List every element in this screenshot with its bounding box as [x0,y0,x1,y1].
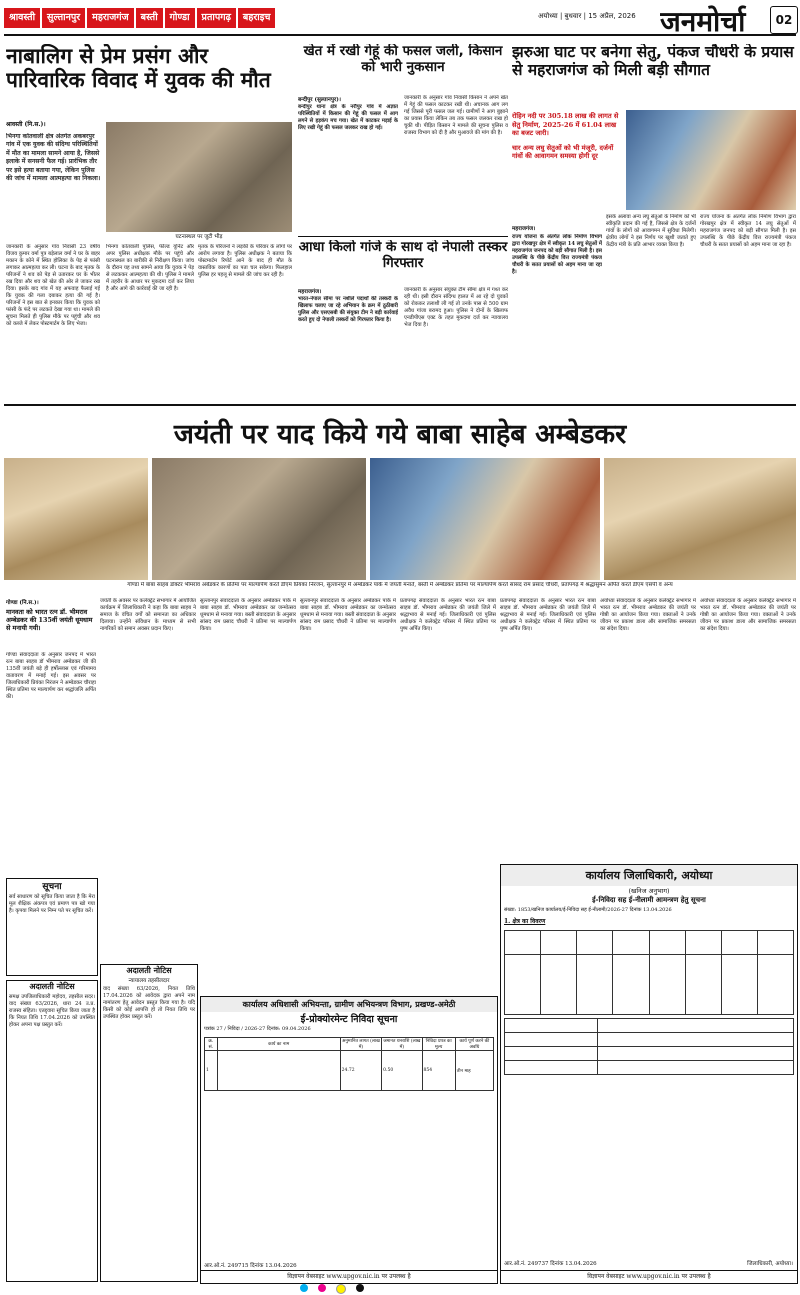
tender2-section: 1. क्षेत्र का विवरण [504,918,546,925]
story3-body-col2: जानकारी के अनुसार संयुक्त टीम सीमा क्षेत्र में गश्त कर रही थी। इसी दौरान संदिग्ध हालत में आ रहे दो युवकों को रोककर तलाशी ली गई तो उनके पास से 500 ग्राम अवैध गांजा बरामद हुआ। पुलिस ने दोनों के खिलाफ एनडीपीएस एक्ट के तहत मुकदमा दर्ज कर न्यायालय भेज दिया है। [404,287,508,328]
notice-adalati-2-subtitle: न्यायालय तहसीलदार [128,978,170,984]
story1-photo-caption: घटनास्थल पर जुटी भीड़ [175,234,223,240]
story1-body-col1: जानकारी के अनुसार गांव निवासी 23 वर्षीय विजय कुमार वर्मा पुत्र बड़ेलाल वर्मा ने घर के बाहर मकान के कोने में स्थित होलिका के पेड़ से फांसी लगाकर आत्महत्या कर ली। घटना के बाद मृतक के परिजनों ने शव को पेड़ से उतारकर घर के भीतर रख दिया और शव को खेत की ओर ले जाकर रख दिया। इसके बाद गांव में यह अफवाह फैलाई गई कि युवक की गला दबाकर हत्या की गई है। परिजनों ने इस बात से इनकार किया कि युवक को फांसी के फंदे पर लटकते देखा गया था। मामले की सूचना मिलते ही पुलिस मौके पर पहुंची और शव को कब्जे में लेकर पोस्टमार्टम के लिए भेजा। [6,244,100,327]
story5-body-col8: अयोध्या संवाददाता के अनुसार कलेक्ट्रेट सभागार में भारत रत्न डॉ. भीमराव अम्बेडकर की जयंती पर गोष्ठी का आयोजन किया गया। वक्ताओं ने उनके जीवन पर प्रकाश डाला और सामाजिक समरसता का संदेश दिया। [700,598,796,632]
notice-adalati-2-title: अदालती नोटिस [126,966,172,975]
tender2-office: कार्यालय जिलाधिकारी, अयोध्या [501,865,797,886]
story5-body-col6: प्रतापगढ़ संवाददाता के अनुसार भारत रत्न बाबा साहब डॉ. भीमराव अम्बेडकर की जयंती जिले में श्रद्धाभाव से मनाई गई। जिलाधिकारी एवं पुलिस अधीक्षक ने कलेक्ट्रेट परिसर में स्थित प्रतिमा पर पुष्प अर्पित किए। [500,598,596,632]
headline-story4: झरुआ घाट पर बनेगा सेतु, पंकज चौधरी के प्रयास से महराजगंज को मिली बड़ी सौगात [512,44,794,79]
story1-body-col3: मृतक के परिजनों ने लड़की के परिवार के लोगों पर आरोप लगाया है। पुलिस अधीक्षक ने बताया कि पोस्टमार्टम रिपोर्ट आने के बाद ही मौत के वास्तविक कारणों का पता चल सकेगा। फिलहाल पुलिस हर पहलू से मामले की जांच कर रही है। [198,244,292,278]
tender1-table-row [205,1051,494,1091]
story1-photo [106,122,292,232]
tender2-row [505,1033,794,1047]
notice-suchna-title: सूचना [42,882,62,892]
th-5: कार्य पूर्ण करने की अवधि [455,1038,493,1051]
story3-body-col1: भारत-नेपाल सीमा पर नशीले पदार्थों की तस्करी के खिलाफ चलाए जा रहे अभियान के क्रम में ठूठीबारी पुलिस और एसएसबी की संयुक्त टीम ने बड़ी कार्रवाई करते हुए दो नेपाली तस्करों को गिरफ्तार किया है। [298,296,398,323]
story4-callouts [512,112,622,220]
td-4: 854 [422,1051,455,1091]
reg-mark-yellow [336,1284,346,1294]
nav-tab-3[interactable]: बस्ती [136,8,163,28]
tender-notice-amethi [200,996,498,1284]
td-3: 0.50 [382,1051,422,1091]
banner-photo-4 [604,458,796,580]
banner-photo-3 [370,458,600,580]
nav-tab-2[interactable]: महराजगंज [87,8,134,28]
top-nav-bar [4,4,404,30]
notice-adalati-2 [100,964,198,1282]
banner-headline: जयंती पर याद किये गये बाबा साहेब अम्बेडकर [173,419,627,450]
th-3: जमानत धनराशि (लाख में) [383,1039,421,1050]
tender2-footer: विज्ञापन वेबसाइट www.upgov.nic.in पर उपलब्ध है [501,1270,797,1283]
notice-adalati-1-text: समक्ष उपजिलाधिकारी महोदय, तहसील सदर। वाद संख्या 63/2026, धारा 24 उ.प्र. राजस्व संहिता। एतद्द्वारा सूचित किया जाता है कि नियत तिथि 17.04.2026 को उपस्थित होकर अपना पक्ष प्रस्तुत करें। [9,994,95,1028]
notice-adalati-2-text: वाद संख्या 63/2026, नियत तिथि 17.04.2026 को आवेदक द्वारा अपने नाम नामांतरण हेतु आवेदन प्रस्तुत किया गया है। यदि किसी को कोई आपत्ति हो तो नियत तिथि पर उपस्थित होकर प्रस्तुत करें। [103,986,195,1020]
story4-dateline: महराजगंज। [512,226,536,232]
tender2-row [505,1047,794,1061]
story5-body-col5: प्रतापगढ़ संवाददाता के अनुसार भारत रत्न बाबा साहब डॉ. भीमराव अम्बेडकर की जयंती जिले में श्रद्धाभाव से मनाई गई। जिलाधिकारी एवं पुलिस अधीक्षक ने कलेक्ट्रेट परिसर में स्थित प्रतिमा पर पुष्प अर्पित किए। [400,598,496,632]
tender2-ref: संख्या: 1853/खनिज कार्यालय/ई-निविदा सह ई-नीलामी/2026-27 दिनांक 13.04.2026 [504,907,672,913]
tender1-table [204,1037,494,1091]
headline-story2: खेत में रखी गेहूं की फसल जली, किसान को भारी नुकसान [303,44,503,75]
th-1: कार्य का नाम [217,1038,340,1051]
tender2-ro: आर.ओ.नं. 249737 दिनांक 13.04.2026 [504,1261,597,1267]
tender1-ro: आर.ओ.नं. 249715 दिनांक 13.04.2026 [204,1263,297,1269]
nav-tab-4[interactable]: गोण्डा [165,8,195,28]
story2-dateline: बन्दीपुर (सुल्तानपुर)। [298,97,341,103]
tender2-sign: जिलाधिकारी, अयोध्या। [747,1261,793,1267]
story1-body-col2: भिनगा कोतवाली पुलिस, फील्ड यूनिट और अपर पुलिस अधीक्षक मौके पर पहुंचे और घटनास्थल का बारीकी से निरीक्षण किया। जांच के दौरान यह तथ्य सामने आया कि युवक ने पेड़ से लटककर आत्महत्या की थी। पुलिस ने मामले में तहरीर के आधार पर मुकदमा दर्ज कर लिया है और आगे की कार्रवाई की जा रही है। [106,244,194,292]
reg-mark-magenta [318,1284,326,1292]
notice-suchna [6,878,98,976]
tender2-row [505,931,794,955]
th-2: अनुमानित लागत (लाख में) [341,1039,380,1050]
tender2-sub: ई-निविदा सह ई-नीलामी आमन्त्रण हेतु सूचना [592,895,706,904]
tender2-row [505,1061,794,1075]
td-1 [217,1051,340,1091]
story5-body-col2: जयंती के अवसर पर कलेक्ट्रेट सभागार में आयोजित कार्यक्रम में जिलाधिकारी ने कहा कि बाबा साहब ने समाज के वंचित वर्गों को समानता का अधिकार दिलाया। उन्होंने संविधान के माध्यम से सभी नागरिकों को समान अवसर प्रदान किए। [100,598,196,632]
story3-dateline: महराजगंज। [298,289,322,295]
nav-tab-0[interactable]: श्रावस्ती [4,8,40,28]
banner-photos [4,458,796,580]
th-0: क्र. सं. [205,1038,218,1051]
story5-body-col4: सुल्तानपुर संवाददाता के अनुसार अम्बेडकर पार्क में बाबा साहब डॉ. भीमराव अम्बेडकर का जन्मोत्सव धूमधाम से मनाया गया। बस्ती संवाददाता के अनुसार सांसद राम प्रसाद चौधरी ने प्रतिमा पर माल्यार्पण किया। [300,598,396,632]
banner-photo-1 [4,458,148,580]
nav-tab-5[interactable]: प्रतापगढ़ [197,8,236,28]
td-5: तीन माह [455,1051,493,1091]
story5-body-col1: गोण्डा संवाददाता के अनुसार जनपद में भारत रत्न बाबा साहब डॉ भीमराव अम्बेडकर जी की 135वीं जयंती बड़े ही हर्षोल्लास एवं गरिमामय वातावरण में मनाई गई। इस अवसर पर जिलाधिकारी प्रियंका निरंजन ने अम्बेडकर चौराहा स्थित प्रतिमा पर माल्यार्पण कर श्रद्धांजलि अर्पित की। [6,652,96,700]
tender1-title: ई-प्रोक्योरमेन्ट निविदा सूचना [300,1014,398,1025]
banner-rule-top [4,404,796,406]
notice-adalati-1-title: अदालती नोटिस [29,982,75,991]
tender1-footer: विज्ञापन वेबसाइट www.upgov.nic.in पर उपलब्ध है [201,1270,497,1283]
reg-mark-black [356,1284,364,1292]
tender2-title: (खनिज अनुभाग) [628,887,670,895]
story4-body-col3: राज्य योजना के अंतर्गत लोक निर्माण विभाग द्वारा गोरखपुर क्षेत्र में स्वीकृत 14 लघु सेतुओं में महराजगंज जनपद को बड़ी सौगात मिली है। इस उपलब्धि के पीछे केंद्रीय वित्त राज्यमंत्री पंकज चौधरी के सतत प्रयासों को अहम माना जा रहा है। [700,214,796,248]
story5-body-col3: सुल्तानपुर संवाददाता के अनुसार अम्बेडकर पार्क में बाबा साहब डॉ. भीमराव अम्बेडकर का जन्मोत्सव धूमधाम से मनाया गया। बस्ती संवाददाता के अनुसार सांसद राम प्रसाद चौधरी ने प्रतिमा पर माल्यार्पण किया। [200,598,296,632]
registration-marks [300,1284,500,1294]
tender1-table-header [205,1038,494,1051]
page-number-text: 02 [775,13,793,27]
story4-photo [626,110,796,210]
masthead: जनमोर्चा [660,5,746,34]
story2-body-col2: जानकारी के अनुसार गांव निवासी किसान ने अपने खेत में गेहूं की फसल काटकर रखी थी। अचानक आग लग गई जिससे पूरी फसल जल गई। ग्रामीणों ने आग बुझाने का प्रयास किया लेकिन तब तक फसल जलकर राख हो चुकी थी। पीड़ित किसान ने मामले की सूचना पुलिस व राजस्व विभाग को दी है और मुआवजे की मांग की है। [404,95,508,136]
tender1-office: कार्यालय अधिशासी अभियन्ता, ग्रामीण अभियन्त्रण विभाग, प्रखण्ड-अमेठी [201,997,497,1012]
notice-adalati-1 [6,980,98,1282]
headline-story1: नाबालिग से प्रेम प्रसंग और पारिवारिक विवाद में युवक की मौत [6,44,271,93]
page-number [770,6,798,34]
banner-photo-2 [152,458,366,580]
reg-mark-cyan [300,1284,308,1292]
story1-dateline: श्रावस्ती (नि.स.)। [6,121,46,128]
story4-body-col1: राज्य योजना के अंतर्गत लोक निर्माण विभाग द्वारा गोरखपुर क्षेत्र में स्वीकृत 14 लघु सेतुओं में महराजगंज जनपद को बड़ी सौगात मिली है। इस उपलब्धि के पीछे केंद्रीय वित्त राज्यमंत्री पंकज चौधरी के सतत प्रयासों को अहम माना जा रहा है। [512,234,602,275]
header-rule [4,34,796,36]
dateline: अयोध्या | बुधवार | 15 अप्रैल, 2026 [538,12,636,20]
story1-intro: भिनगा कोतवाली क्षेत्र अंतर्गत अकबरपुर गांव में एक युवक की संदिग्ध परिस्थितियों में मौत का मामला सामने आया है, जिससे इलाके में सनसनी फैल गई। प्रारंभिक तौर पर इसे हत्या बताया गया, लेकिन पुलिस की जांच में मामला आत्महत्या का निकला। [6,133,101,183]
headline-story3: आधा किलो गांजे के साथ दो नेपाली तस्कर गिरफ्तार [298,240,508,271]
tender-notice-ayodhya [500,864,798,1284]
tender2-row [505,955,794,1015]
story2-body-col1: बन्दीपुर थाना क्षेत्र के नरौपुर गांव में अज्ञात परिस्थितियों में किसान की गेहूं की फसल में आग लगने से हड़कंप मच गया। खेत में काटकर मड़ाई के लिए रखी गेहूं की फसल जलकर राख हो गई। [298,104,398,131]
callout-2: चार अन्य लघु सेतुओं को भी मंजूरी, दर्जनों गांवों की आवागमन समस्या होगी दूर [512,143,614,161]
story5-subhead: मानवता को भारत रत्न डॉ. भीमराव अम्बेडकर की 135वीं जयंती धूमधाम से मनायी गयी। [6,608,93,633]
story5-body-col7: अयोध्या संवाददाता के अनुसार कलेक्ट्रेट सभागार में भारत रत्न डॉ. भीमराव अम्बेडकर की जयंती पर गोष्ठी का आयोजन किया गया। वक्ताओं ने उनके जीवन पर प्रकाश डाला और सामाजिक समरसता का संदेश दिया। [600,598,696,632]
th-4: निविदा प्रपत्र का मूल्य [422,1038,455,1051]
story3-rule [298,236,508,237]
banner-caption: गोण्डा में बाबा साहब डॉक्टर भीमराव अंबेडकर के प्रतिमा पर माल्यार्पण करते डीएम प्रियंका निरंजन, सुल्तानपुर में अम्बेडकर पार्क में जयंती मनाते, बस्ती में अम्बेडकर प्रतिमा पर माल्यार्पण करते सांसद राम प्रसाद चौधरी, प्रतापगढ़ में श्रद्धासुमन अर्पित करते डीएम एसपी व अन्य [127,582,673,588]
nav-tab-6[interactable]: बहराइच [238,8,276,28]
notice-suchna-text: सर्व साधारण को सूचित किया जाता है कि मेरा मूल शैक्षिक अंकपत्र एवं प्रमाण पत्र खो गया है। कृपया मिलने पर निम्न पते पर सूचित करें। [9,894,95,914]
tender2-table [504,930,794,1015]
story4-body-col2: इसके अलावा अन्य लघु सेतुओं के निर्माण को भी स्वीकृति प्रदान की गई है, जिससे क्षेत्र के दर्जनों गांवों के लोगों को आवागमन में सुविधा मिलेगी। क्षेत्रीय लोगों ने इस निर्णय पर खुशी जताते हुए केंद्रीय मंत्री के प्रति आभार व्यक्त किया है। [606,214,696,248]
td-0: 1 [205,1051,218,1091]
td-2: 24.72 [340,1051,382,1091]
callout-1: रोहिन नदी पर 305.18 लाख की लागत से सेतु निर्माण, 2025-26 में 61.04 लाख का बजट जारी। [512,112,619,138]
tender1-sub: पत्रांक 27 / निविदा / 2026-27 दिनांक: 09.04.2026 [204,1026,311,1032]
tender2-row [505,1019,794,1033]
tender2-table-2 [504,1018,794,1075]
nav-tab-1[interactable]: सुल्तानपुर [42,8,85,28]
story5-dateline: गोण्डा (नि.स.)। [6,600,39,606]
